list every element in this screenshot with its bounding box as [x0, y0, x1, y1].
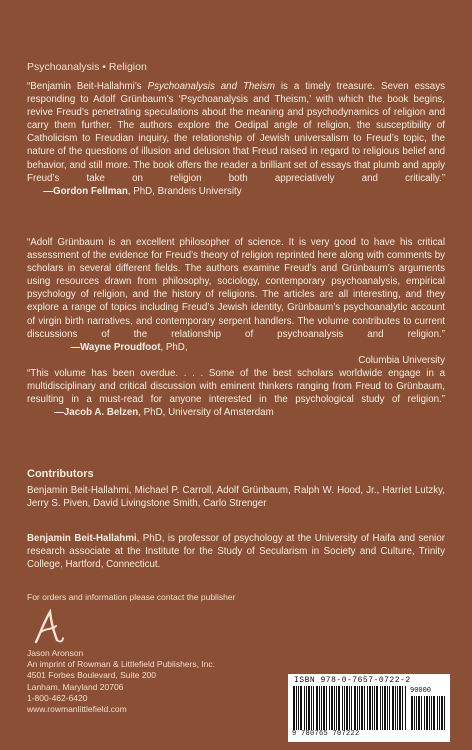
barcode-bar — [376, 686, 378, 730]
publisher-line: 1-800-462-6420 — [27, 692, 88, 703]
barcode-bar — [331, 686, 333, 730]
barcode-bar — [300, 686, 302, 730]
barcode-bar — [334, 686, 335, 730]
contributors-list: Benjamin Beit-Hallahmi, Michael P. Carroll, Adolf Grünbaum, Ralph W. Hood, Jr., Harriet Lutzky, Jerry S. Piven, David Livingstone Smith, Carlo Strenger — [27, 485, 445, 510]
barcode-bar — [351, 686, 352, 730]
blurb-1: “Benjamin Beit-Hallahmi’s Psychoanalysis and Theism is a timely treasure. Seven essays responding to Adolf Grünbaum’s ‘Psychoanalysis and Theism,’ with which the book begins, revive Freud’s penetrating speculations about the meaning and psychodynamics of religion and carry them further. The authors explore the Oedipal angle of religion, the susceptibility of Catholicism to Freudian inquiry, the relationship of Jewish universalism to Freud’s topic, the nature of the questions of illusion and delusion that Freud raised in regard to religious belief and behavior, and still more. The book offers the reader a brilliant set of essays that plumb and apply Freud’s take on religion both appreciatively and critically.” —Gordon Fellman, PhD, Brandeis University — [27, 81, 445, 197]
barcode-bar — [319, 686, 320, 730]
barcode-bar — [296, 686, 297, 730]
barcode-bars — [292, 686, 408, 730]
blurb-2-attribution: —Wayne Proudfoot, PhD, — [70, 341, 188, 353]
blurb-2-affiliation: Columbia University — [358, 354, 445, 366]
contributors-heading: Contributors — [27, 468, 94, 480]
barcode-bar — [382, 686, 383, 730]
blurb-2: “Adolf Grünbaum is an excellent philosopher of science. It is very good to have his critical assessment of the evidence for Freud’s theory of religion reprinted here along with comments by scholars in several different fields. The authors examine Freud’s and Grünbaum’s arguments using resources drawn from philosophy, sociology, contemporary psychoanalysis, empirical psychology of religion, and the history of religions. The articles are all interesting, and they explore a range of topics including Freud’s Jewish identity, Grünbaum’s psychoanalytic account of virgin birth narratives, and contemporary serpent handlers. The volume contributes to current discussions of the relationship of psychoanalysis and religion.” —Wayne Proudfoot, PhD, Columbia University — [27, 237, 445, 366]
publisher-line: An imprint of Rowman & Littlefield Publishers, Inc. — [27, 659, 216, 670]
blurb-3-attribution: —Jacob A. Belzen, PhD, University of Amsterdam — [54, 407, 274, 419]
addon-barcode-bars — [410, 696, 446, 736]
isbn-barcode — [288, 674, 450, 742]
barcode-bar — [411, 696, 413, 730]
barcode-bar — [414, 696, 415, 730]
blurb-1-attribution: —Gordon Fellman, PhD, Brandeis University — [43, 185, 242, 197]
barcode-bar — [354, 686, 356, 730]
author-name: Benjamin Beit-Hallahmi — [27, 533, 137, 544]
barcode-bar — [437, 696, 438, 730]
barcode-bar — [418, 696, 420, 730]
author-bio: Benjamin Beit-Hallahmi, PhD, is professor of psychology at the University of Haifa and senior research associate at the Institute for the Study of Secularism in Society and Culture, Trinity College, Hartford, Connecticut. — [27, 533, 445, 571]
barcode-bar — [395, 686, 396, 730]
barcode-bar — [392, 686, 394, 730]
barcode-bar — [308, 686, 310, 730]
barcode-digits: 9 780765 707222 — [292, 730, 360, 738]
barcode-bar — [342, 686, 343, 730]
barcode-bar — [359, 686, 360, 730]
barcode-bar — [316, 686, 318, 730]
barcode-bar — [293, 686, 295, 730]
publisher-website: www.rowmanlittlefield.com — [27, 704, 127, 715]
orders-note: For orders and information please contact the publisher — [27, 592, 236, 602]
barcode-bar — [374, 686, 375, 730]
publisher-line: 4501 Forbes Boulevard, Suite 200 — [27, 670, 157, 681]
publisher-line: Jason Aronson — [27, 648, 84, 658]
blurb-3: “This volume has been overdue. . . . Some of the best scholars worldwide engage in a multidisciplinary and critical discussion with eminent thinkers ranging from Freud to Grünbaum, resulting in a must-read for anyone interested in the psychological study of religion.” —Jacob A. Belzen, PhD, University of Amsterdam — [27, 368, 445, 419]
publisher-info — [27, 648, 215, 715]
barcode-bar — [349, 686, 350, 730]
barcode-bar — [402, 686, 403, 730]
barcode-bar — [387, 686, 388, 730]
barcode-bar — [439, 696, 440, 730]
barcode-bar — [405, 686, 406, 730]
barcode-bar — [389, 686, 390, 730]
publisher-logo-icon — [30, 608, 66, 646]
barcode-bar — [313, 686, 314, 730]
barcode-bar — [367, 686, 368, 730]
barcode-bar — [323, 686, 325, 730]
barcode-bar — [433, 696, 435, 730]
barcode-bar — [346, 686, 348, 730]
barcode-bar — [338, 686, 340, 730]
barcode-bar — [384, 686, 386, 730]
barcode-bar — [416, 696, 417, 730]
barcode-bar — [441, 696, 443, 730]
barcode-bar — [397, 686, 398, 730]
barcode-bar — [357, 686, 358, 730]
barcode-bar — [306, 686, 307, 730]
barcode-bar — [372, 686, 373, 730]
barcode-bar — [369, 686, 371, 730]
barcode-bar — [304, 686, 305, 730]
barcode-bar — [321, 686, 322, 730]
barcode-bar — [424, 696, 425, 730]
barcode-bar — [399, 686, 401, 730]
book-title: Psychoanalysis and Theism — [147, 81, 275, 92]
barcode-bar — [298, 686, 299, 730]
barcode-bar — [326, 686, 327, 730]
barcode-bar — [431, 696, 432, 730]
barcode-bar — [361, 686, 363, 730]
barcode-bar — [380, 686, 381, 730]
barcode-bar — [344, 686, 345, 730]
isbn-text: ISBN 978-0-7657-0722-2 — [294, 676, 411, 685]
barcode-bar — [364, 686, 365, 730]
barcode-bar — [336, 686, 337, 730]
barcode-bar — [329, 686, 330, 730]
barcode-bar — [429, 696, 430, 730]
barcode-bar — [426, 696, 428, 730]
category-label: Psychoanalysis • Religion — [27, 61, 147, 73]
price-code: 90000 — [410, 687, 432, 695]
barcode-bar — [444, 696, 445, 730]
barcode-bar — [311, 686, 312, 730]
barcode-bar — [421, 696, 422, 730]
publisher-line: Lanham, Maryland 20706 — [27, 681, 124, 692]
